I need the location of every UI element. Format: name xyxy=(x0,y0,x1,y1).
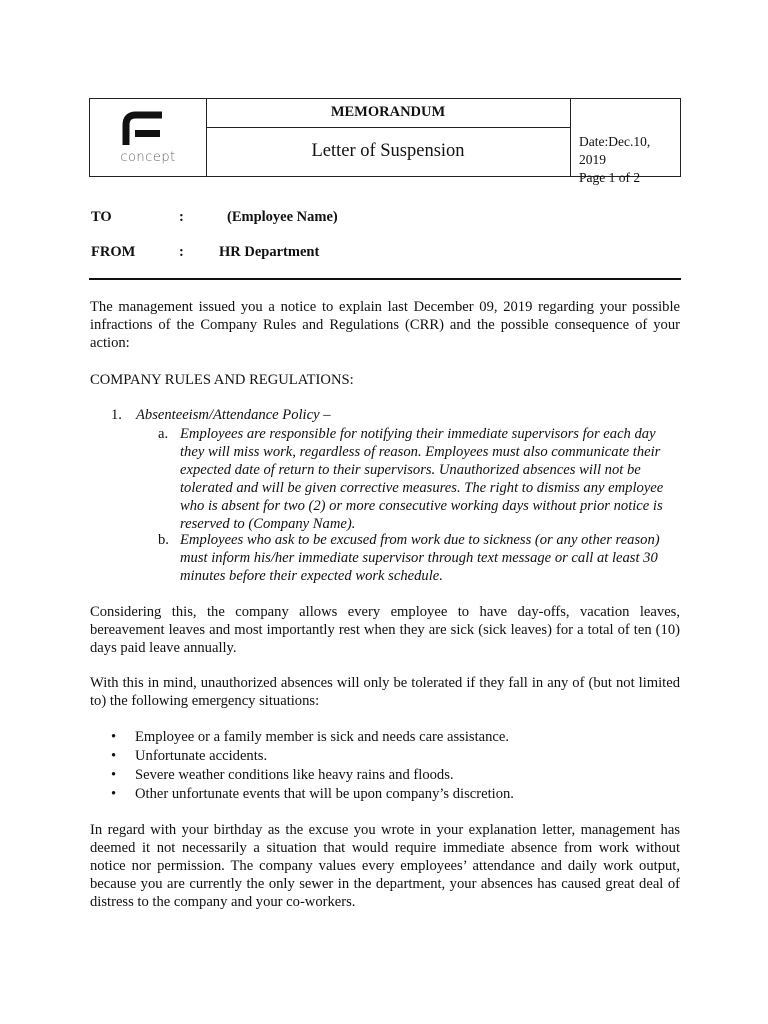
list-item-text: Employee or a family member is sick and needs care assistance. xyxy=(135,729,510,745)
memo-date: Date:Dec.10, 2019 xyxy=(579,134,651,167)
date-page-info xyxy=(579,133,679,187)
considering-paragraph: Considering this, the company allows every employee to have day-offs, vacation leaves, bereavement leaves and most importantly rest when they are sick (sick leaves) for a total of ten (10) days paid leave annually. xyxy=(90,604,680,656)
list-item-text: Other unfortunate events that will be upon company’s discretion. xyxy=(135,786,514,802)
company-logo xyxy=(90,99,207,176)
to-value: (Employee Name) xyxy=(227,209,338,225)
document-title: Letter of Suspension xyxy=(206,127,571,176)
bullet-icon: • xyxy=(111,786,117,802)
closing-paragraph: In regard with your birthday as the excuse you wrote in your explanation letter, management has deemed it not necessarily a situation that would require immediate absence from work without notice nor permission. The company values every employees’ attendance and daily work output, because you are currently the only sewer in the department, your absences has caused great deal of distress to the company and your co-workers. xyxy=(90,822,680,910)
crr-heading: COMPANY RULES AND REGULATIONS: xyxy=(90,372,354,388)
list-item-text: Severe weather conditions like heavy rains and floods. xyxy=(135,767,454,783)
subitem-b-marker: b. xyxy=(158,532,169,548)
subitem-a-marker: a. xyxy=(158,426,169,442)
logo-wordmark: concept xyxy=(120,150,176,165)
subitem-b-text: Employees who ask to be excused from work due to sickness (or any other reason) must inform his/her immediate supervisor through text message or call at least 30 minutes before their expected work schedule. xyxy=(180,532,660,584)
header-divider xyxy=(89,278,681,280)
emergency-paragraph: With this in mind, unauthorized absences will only be tolerated if they fall in any of (but not limited to) the following emergency situations: xyxy=(90,675,680,709)
from-value: HR Department xyxy=(219,244,320,260)
policy-number: 1. xyxy=(111,407,122,423)
policy-title: Absenteeism/Attendance Policy – xyxy=(136,407,331,423)
list-item-text: Unfortunate accidents. xyxy=(135,748,268,764)
bullet-icon: • xyxy=(111,767,117,783)
from-colon: : xyxy=(179,244,184,260)
memo-header-table xyxy=(89,98,681,185)
concept-logo-icon xyxy=(122,111,172,147)
to-label: TO xyxy=(91,209,112,225)
to-colon: : xyxy=(179,209,184,225)
bullet-icon: • xyxy=(111,729,117,745)
page-number: Page 1 of 2 xyxy=(579,170,641,185)
intro-paragraph: The management issued you a notice to explain last December 09, 2019 regarding your possible infractions of the Company Rules and Regulations (CRR) and the possible consequence of your action: xyxy=(90,299,680,351)
from-label: FROM xyxy=(91,244,136,260)
bullet-icon: • xyxy=(111,748,117,764)
memorandum-label: MEMORANDUM xyxy=(206,99,571,128)
subitem-a-text: Employees are responsible for notifying their immediate supervisors for each day they will miss work, regardless of reason. Employees must also communicate their expected date of return to their supervisors. Unauthorized absences will not be tolerated and will be given corrective measures. The right to dismiss any employee who is absent for two (2) or more consecutive working days without prior notice is reserved to (Company Name). xyxy=(180,426,664,532)
